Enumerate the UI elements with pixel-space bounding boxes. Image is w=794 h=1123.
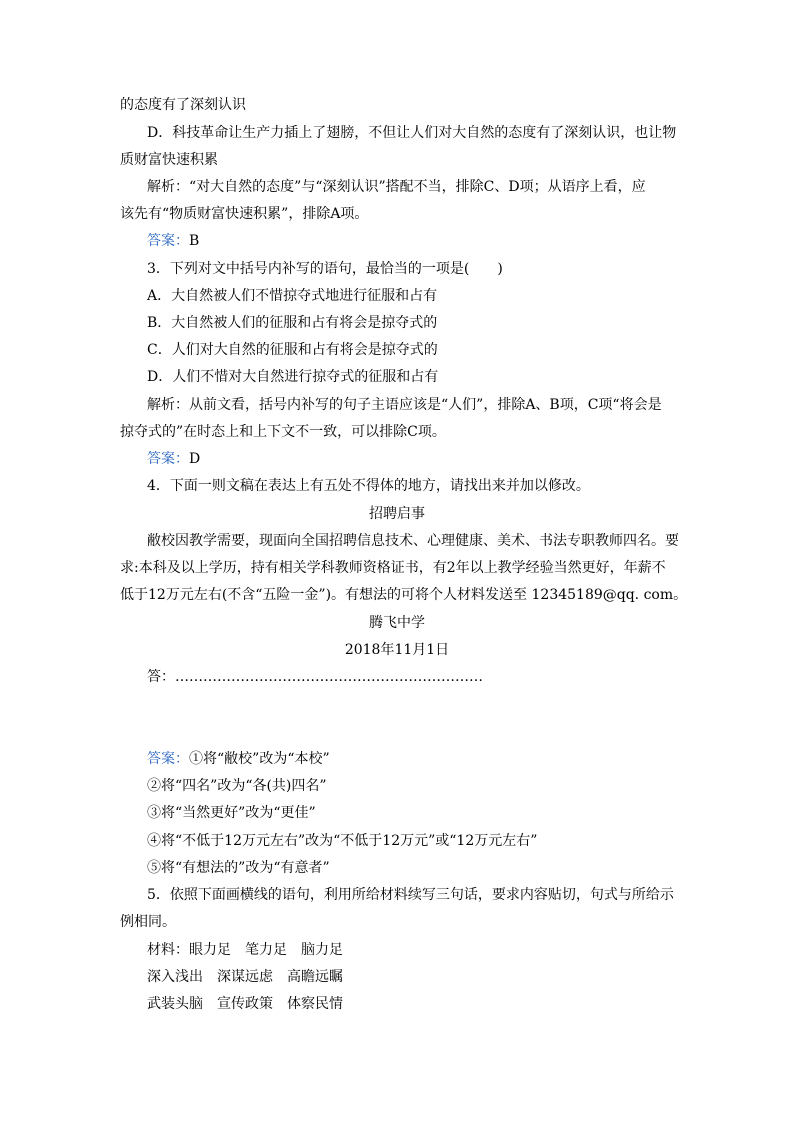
question-3: 3．下列对文中括号内补写的语句，最恰当的一项是( ) [147,261,503,277]
analysis-line: 掠夺式的”在时态上和上下文不一致，可以排除C项。 [120,424,446,440]
text-line: 的态度有了深刻认识 [120,97,246,113]
notice-body-line: 敝校因教学需要，现面向全国招聘信息技术、心理健康、美术、书法专职教师四名。要 [147,533,679,549]
answer-value: D [189,451,201,467]
text-line: 质财富快速积累 [120,152,218,168]
answer-label: 答案： [147,233,189,249]
answer-line [147,750,330,768]
option-d: D．人们不惜对大自然进行掠夺式的征服和占有 [147,369,439,385]
analysis-line: 解析：“对大自然的态度”与“深刻认识”搭配不当，排除C、D项；从语序上看，应 [147,179,646,195]
answer-label: 答案： [147,451,189,467]
material-line: 深入浅出 深谋远虑 高瞻远瞩 [147,969,343,985]
option-a: A．大自然被人们不惜掠夺式地进行征服和占有 [147,288,438,304]
answer-blank-line: 答：………………………………………………………… [147,669,483,685]
question-4: 4．下面一则文稿在表达上有五处不得体的地方，请找出来并加以修改。 [147,478,590,494]
option-c: C．人们对大自然的征服和占有将会是掠夺式的 [147,342,438,358]
option-b: B．大自然被人们的征服和占有将会是掠夺式的 [147,315,438,331]
analysis-line: 该先有“物质财富快速积累”，排除A项。 [120,206,369,222]
material-line: 材料：眼力足 笔力足 脑力足 [147,942,343,958]
answer-line [147,450,200,468]
notice-signature: 腾飞中学 [369,615,425,631]
option-d-line: D．科技革命让生产力插上了翅膀，不但让人们对大自然的态度有了深刻认识，也让物 [147,125,677,141]
answer-item: ④将“不低于12万元左右”改为“不低于12万元”或“12万元左右” [147,833,538,849]
material-line: 武装头脑 宣传政策 体察民情 [147,996,343,1012]
notice-title: 招聘启事 [369,506,425,522]
notice-body-line: 低于12万元左右(不含“五险一金”)。有想法的可将个人材料发送至 12345189@qq. com。 [120,587,688,603]
question-5: 5．依照下面画横线的语句，利用所给材料续写三句话，要求内容贴切，句式与所给示 [147,887,674,903]
answer-line [147,232,199,250]
answer-item: ⑤将“有想法的”改为“有意者” [147,860,330,876]
analysis-line: 解析：从前文看，括号内补写的句子主语应该是“人们”，排除A、B项，C项“将会是 [147,397,662,413]
text-line: 例相同。 [120,914,176,930]
notice-date: 2018年11月1日 [344,642,450,658]
answer-item: ②将“四名”改为“各(共)四名” [147,778,327,794]
answer-value: B [189,233,200,249]
answer-item: ①将“敝校”改为“本校” [189,751,330,767]
answer-label: 答案： [147,751,189,767]
notice-body-line: 求:本科及以上学历，持有相关学科教师资格证书，有2年以上教学经验当然更好，年薪不 [120,560,666,576]
answer-item: ③将“当然更好”改为“更佳” [147,805,316,821]
